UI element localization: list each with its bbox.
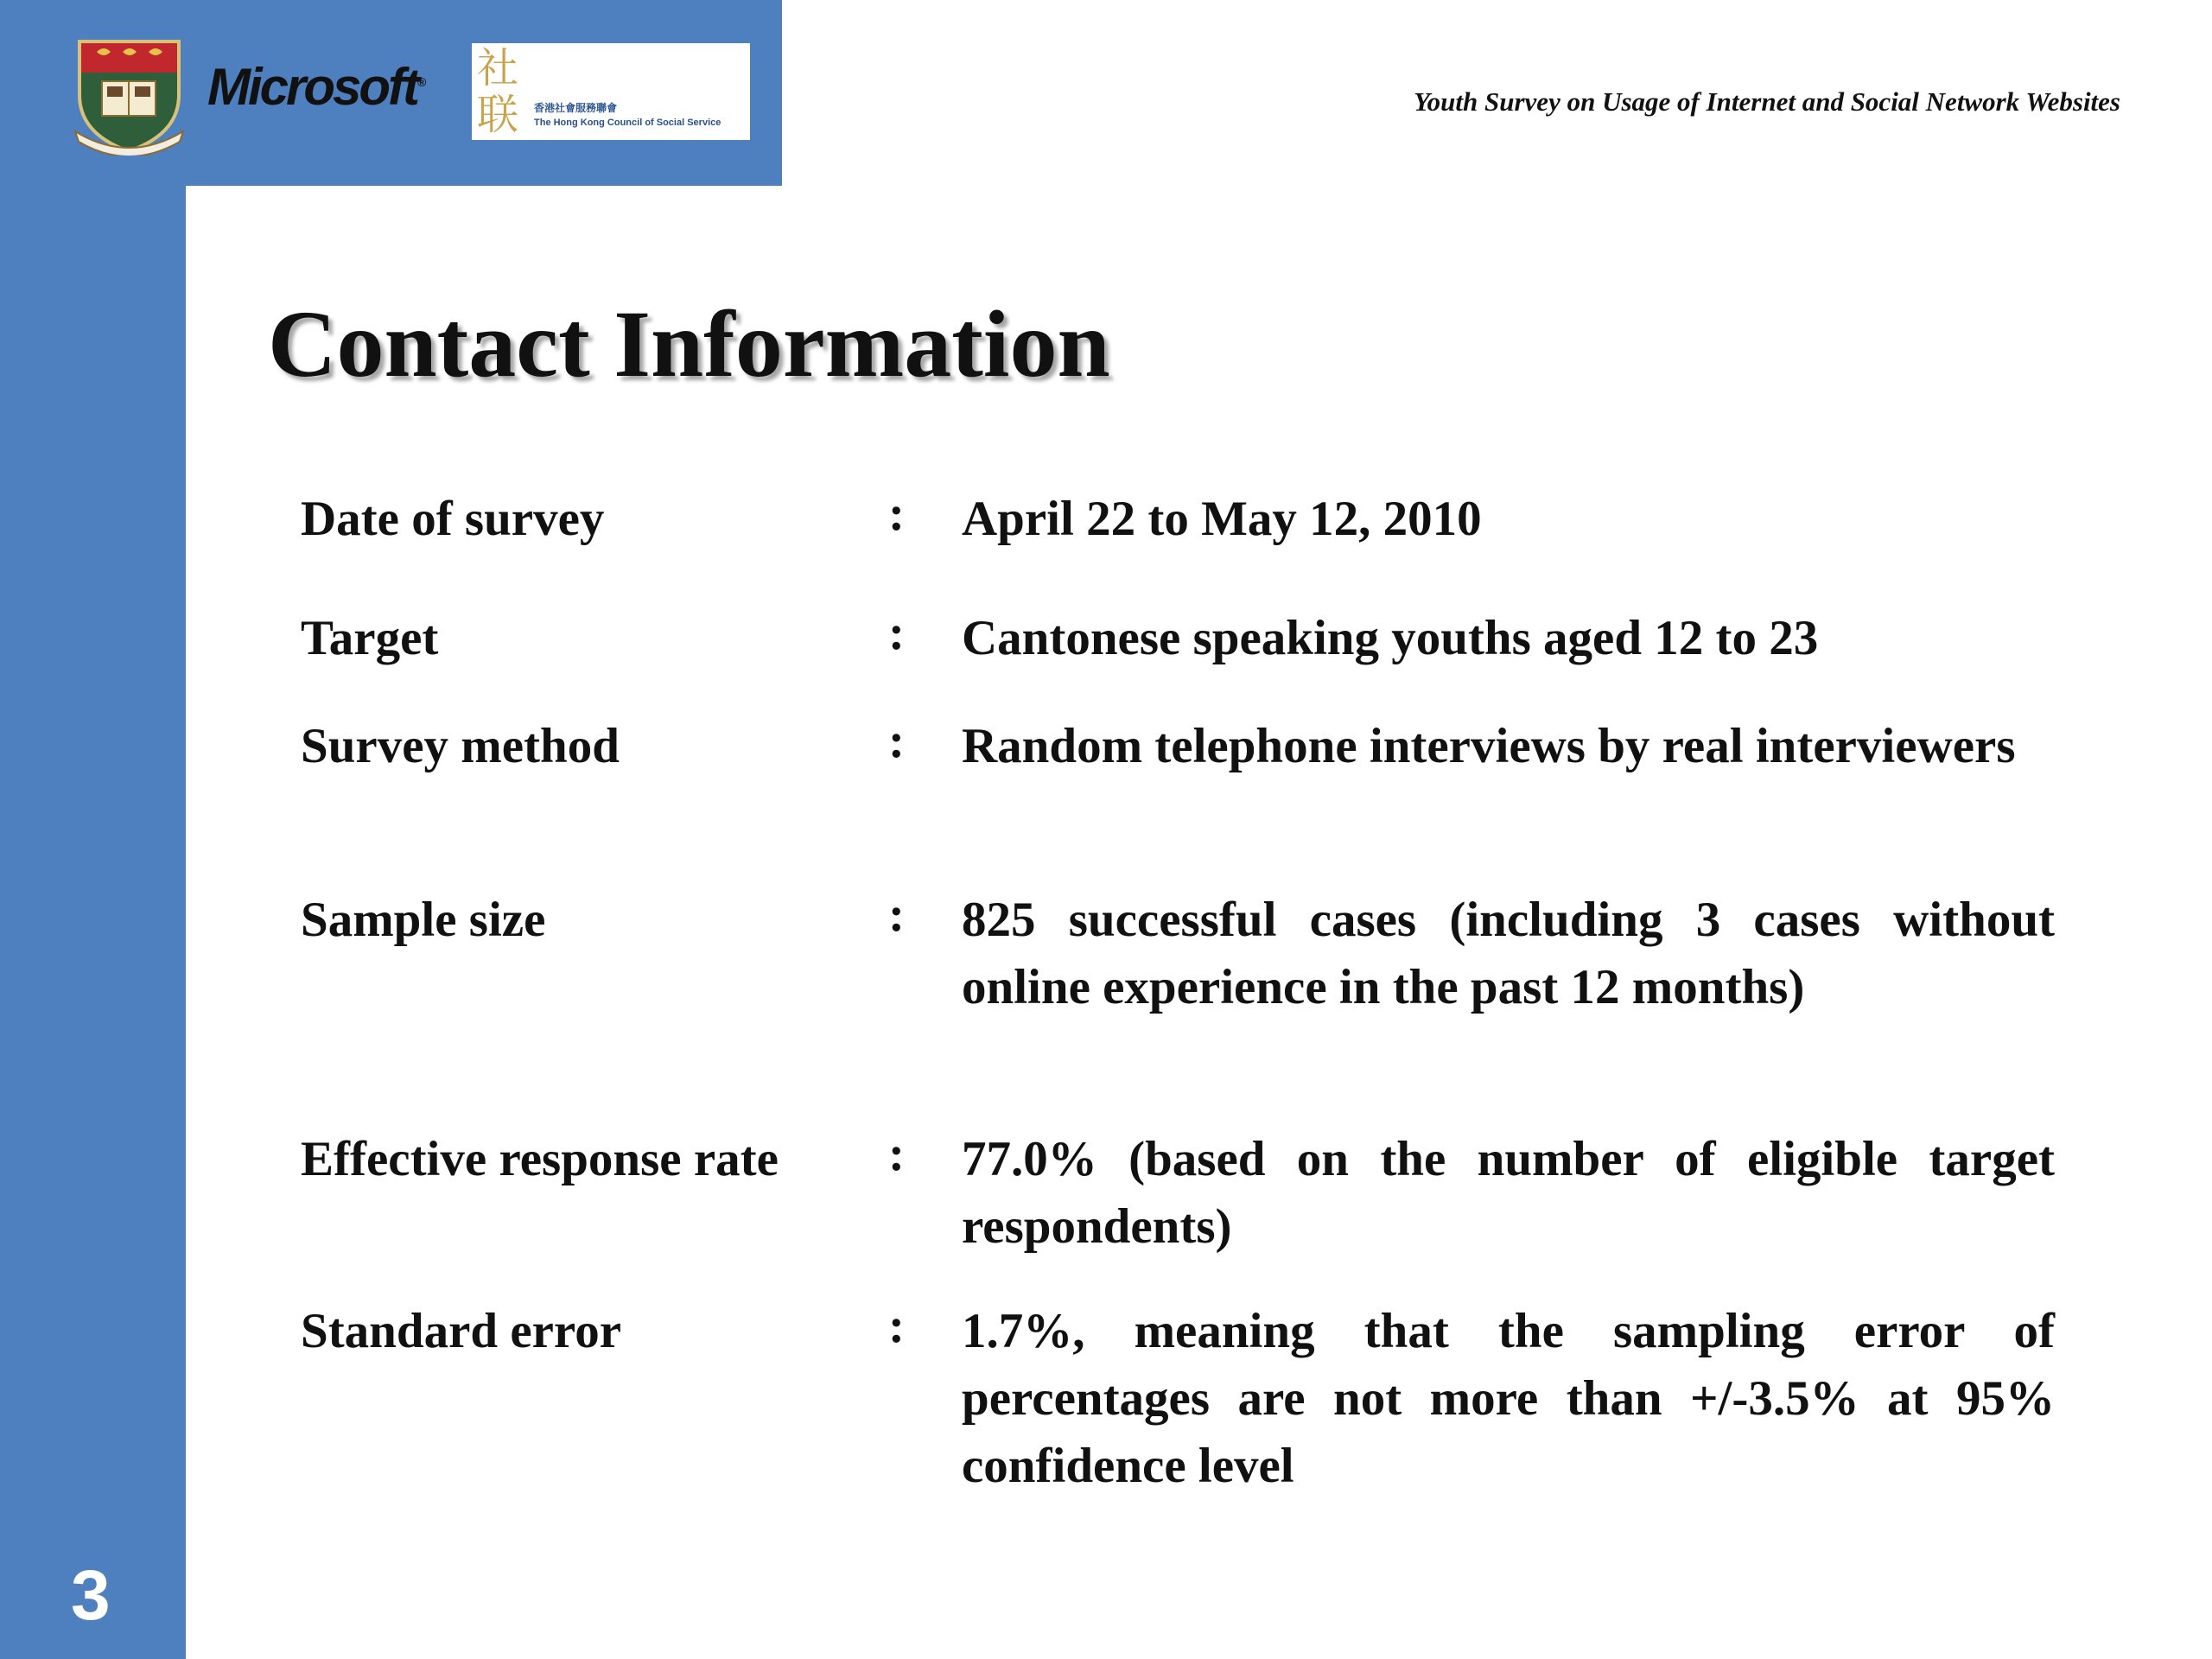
info-label: Effective response rate [301,1132,779,1186]
info-separator: : [888,1299,905,1353]
info-label: Survey method [301,719,620,773]
university-crest-icon [71,35,188,156]
info-separator: : [888,887,905,942]
hkcss-emblem-icon: 社 联 [477,44,519,139]
info-value: 1.7%, meaning that the sampling error of percentages are not more than +/-3.5% at 95% confidence level [962,1304,2055,1493]
page-number: 3 [71,1556,111,1635]
info-label: Date of survey [301,492,605,546]
info-separator: : [888,486,905,541]
info-separator: : [888,1127,905,1181]
info-value: 825 successful cases (including 3 cases without online experience in the past 12 months) [962,893,2055,1014]
info-value: 77.0% (based on the number of eligible target respondents) [962,1132,2055,1254]
info-label: Sample size [301,893,546,947]
page-title: Contact Information [268,291,1110,397]
microsoft-logo: Microsoft® [207,58,427,116]
hkcss-chinese-name: 香港社會服務聯會 [534,102,618,114]
hkcss-logo [472,43,750,140]
info-label: Target [301,611,439,665]
info-value: April 22 to May 12, 2010 [962,492,1482,546]
info-value: Cantonese speaking youths aged 12 to 23 [962,611,1819,665]
info-label: Standard error [301,1304,622,1358]
info-value: Random telephone interviews by real interviewers [962,719,2016,773]
left-sidebar-band [0,0,186,1659]
info-separator: : [888,606,905,660]
header-title: Youth Survey on Usage of Internet and Social Network Websites [1414,86,2120,117]
info-separator: : [888,714,905,768]
hkcss-english-name: The Hong Kong Council of Social Service [534,118,721,128]
